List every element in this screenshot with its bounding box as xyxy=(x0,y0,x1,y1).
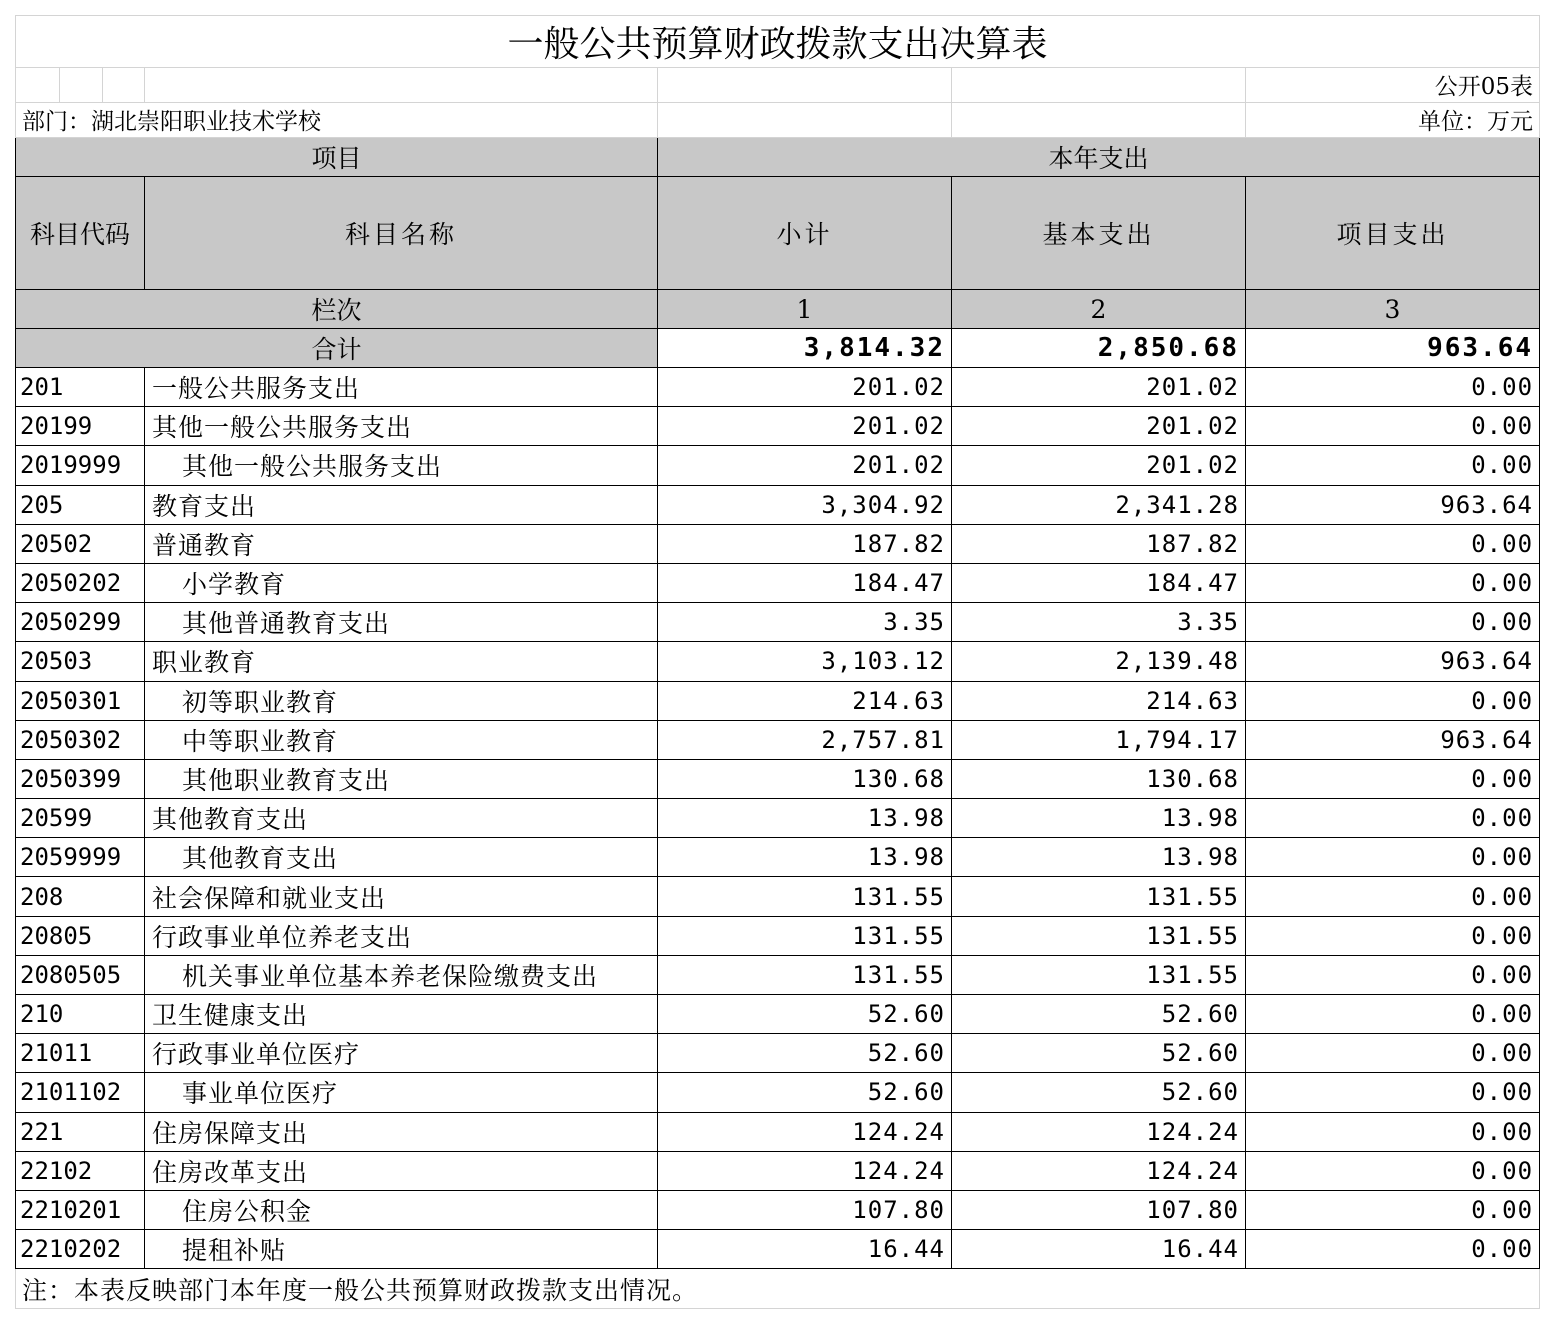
row-code: 2050301 xyxy=(16,681,145,720)
row-code: 20199 xyxy=(16,407,145,446)
row-project: 0.00 xyxy=(1246,446,1540,485)
total-subtotal: 3,814.32 xyxy=(658,329,952,368)
row-basic: 201.02 xyxy=(952,407,1246,446)
row-code: 2101102 xyxy=(16,1073,145,1112)
row-name: 行政事业单位养老支出 xyxy=(145,916,658,955)
row-name: 事业单位医疗 xyxy=(145,1073,658,1112)
row-subtotal: 2,757.81 xyxy=(658,720,952,759)
table-row xyxy=(16,642,1540,681)
row-basic: 1,794.17 xyxy=(952,720,1246,759)
row-project: 963.64 xyxy=(1246,720,1540,759)
table-row xyxy=(16,720,1540,759)
row-subtotal: 124.24 xyxy=(658,1112,952,1151)
row-basic: 13.98 xyxy=(952,838,1246,877)
row-code: 20503 xyxy=(16,642,145,681)
table-row xyxy=(16,1230,1540,1269)
row-name: 机关事业单位基本养老保险缴费支出 xyxy=(145,955,658,994)
row-basic: 3.35 xyxy=(952,603,1246,642)
department-label: 部门：湖北崇阳职业技术学校 xyxy=(16,103,658,138)
budget-table xyxy=(15,15,1540,1309)
row-name: 普通教育 xyxy=(145,524,658,563)
row-project: 0.00 xyxy=(1246,407,1540,446)
table-row xyxy=(16,877,1540,916)
empty-cell xyxy=(952,103,1246,138)
header-project-expense: 项目支出 xyxy=(1246,177,1540,290)
row-project: 0.00 xyxy=(1246,955,1540,994)
empty-cell xyxy=(145,68,658,103)
total-row xyxy=(16,329,1540,368)
empty-cell xyxy=(16,68,60,103)
row-project: 0.00 xyxy=(1246,681,1540,720)
column-number-2: 2 xyxy=(952,290,1246,329)
row-project: 0.00 xyxy=(1246,563,1540,602)
row-project: 0.00 xyxy=(1246,838,1540,877)
row-name: 教育支出 xyxy=(145,485,658,524)
row-code: 208 xyxy=(16,877,145,916)
row-project: 963.64 xyxy=(1246,642,1540,681)
row-name: 一般公共服务支出 xyxy=(145,368,658,407)
empty-cell xyxy=(658,68,952,103)
row-code: 2210201 xyxy=(16,1190,145,1229)
row-basic: 124.24 xyxy=(952,1151,1246,1190)
row-project: 0.00 xyxy=(1246,1034,1540,1073)
table-row xyxy=(16,603,1540,642)
row-name: 住房改革支出 xyxy=(145,1151,658,1190)
row-code: 2080505 xyxy=(16,955,145,994)
empty-cell xyxy=(60,68,103,103)
budget-expenditure-sheet xyxy=(15,15,1539,1309)
table-row xyxy=(16,995,1540,1034)
row-basic: 124.24 xyxy=(952,1112,1246,1151)
table-title: 一般公共预算财政拨款支出决算表 xyxy=(16,16,1540,68)
row-basic: 16.44 xyxy=(952,1230,1246,1269)
header-code: 科目代码 xyxy=(16,177,145,290)
row-basic: 130.68 xyxy=(952,759,1246,798)
total-label: 合计 xyxy=(16,329,658,368)
row-subtotal: 201.02 xyxy=(658,407,952,446)
row-project: 0.00 xyxy=(1246,877,1540,916)
row-project: 0.00 xyxy=(1246,1151,1540,1190)
row-subtotal: 124.24 xyxy=(658,1151,952,1190)
table-row xyxy=(16,799,1540,838)
row-name: 初等职业教育 xyxy=(145,681,658,720)
row-basic: 214.63 xyxy=(952,681,1246,720)
table-row xyxy=(16,446,1540,485)
row-name: 卫生健康支出 xyxy=(145,995,658,1034)
row-subtotal: 131.55 xyxy=(658,916,952,955)
row-basic: 52.60 xyxy=(952,1034,1246,1073)
row-project: 0.00 xyxy=(1246,1230,1540,1269)
row-code: 2050202 xyxy=(16,563,145,602)
table-row xyxy=(16,563,1540,602)
row-project: 0.00 xyxy=(1246,603,1540,642)
row-project: 963.64 xyxy=(1246,485,1540,524)
row-subtotal: 184.47 xyxy=(658,563,952,602)
row-name: 提租补贴 xyxy=(145,1230,658,1269)
table-row xyxy=(16,1112,1540,1151)
row-subtotal: 3,304.92 xyxy=(658,485,952,524)
column-number-3: 3 xyxy=(1246,290,1540,329)
row-code: 201 xyxy=(16,368,145,407)
table-number: 公开05表 xyxy=(1246,68,1540,103)
row-project: 0.00 xyxy=(1246,368,1540,407)
row-subtotal: 131.55 xyxy=(658,877,952,916)
table-row xyxy=(16,1073,1540,1112)
empty-cell xyxy=(952,68,1246,103)
table-row xyxy=(16,524,1540,563)
row-code: 205 xyxy=(16,485,145,524)
row-name: 其他普通教育支出 xyxy=(145,603,658,642)
row-basic: 131.55 xyxy=(952,877,1246,916)
row-project: 0.00 xyxy=(1246,1112,1540,1151)
row-basic: 131.55 xyxy=(952,955,1246,994)
empty-cell xyxy=(103,68,145,103)
row-basic: 13.98 xyxy=(952,799,1246,838)
table-row xyxy=(16,1151,1540,1190)
row-project: 0.00 xyxy=(1246,759,1540,798)
table-row xyxy=(16,916,1540,955)
row-code: 2059999 xyxy=(16,838,145,877)
empty-cell xyxy=(658,103,952,138)
row-name: 其他一般公共服务支出 xyxy=(145,446,658,485)
header-basic: 基本支出 xyxy=(952,177,1246,290)
row-basic: 201.02 xyxy=(952,368,1246,407)
row-subtotal: 13.98 xyxy=(658,799,952,838)
row-name: 其他职业教育支出 xyxy=(145,759,658,798)
row-basic: 52.60 xyxy=(952,1073,1246,1112)
table-row xyxy=(16,485,1540,524)
row-code: 2050399 xyxy=(16,759,145,798)
table-row xyxy=(16,1034,1540,1073)
table-row xyxy=(16,681,1540,720)
row-project: 0.00 xyxy=(1246,916,1540,955)
row-subtotal: 214.63 xyxy=(658,681,952,720)
table-row xyxy=(16,1190,1540,1229)
row-subtotal: 131.55 xyxy=(658,955,952,994)
row-subtotal: 52.60 xyxy=(658,1034,952,1073)
row-code: 20502 xyxy=(16,524,145,563)
row-basic: 201.02 xyxy=(952,446,1246,485)
row-basic: 187.82 xyxy=(952,524,1246,563)
row-project: 0.00 xyxy=(1246,1190,1540,1229)
row-subtotal: 3.35 xyxy=(658,603,952,642)
row-name: 住房保障支出 xyxy=(145,1112,658,1151)
header-project: 项目 xyxy=(16,138,658,177)
row-code: 22102 xyxy=(16,1151,145,1190)
column-number-1: 1 xyxy=(658,290,952,329)
row-subtotal: 201.02 xyxy=(658,446,952,485)
row-subtotal: 52.60 xyxy=(658,1073,952,1112)
header-subtotal: 小计 xyxy=(658,177,952,290)
row-basic: 107.80 xyxy=(952,1190,1246,1229)
row-name: 行政事业单位医疗 xyxy=(145,1034,658,1073)
row-subtotal: 52.60 xyxy=(658,995,952,1034)
row-project: 0.00 xyxy=(1246,799,1540,838)
header-column-no: 栏次 xyxy=(16,290,658,329)
row-name: 住房公积金 xyxy=(145,1190,658,1229)
header-current-year: 本年支出 xyxy=(658,138,1540,177)
row-code: 2050299 xyxy=(16,603,145,642)
row-project: 0.00 xyxy=(1246,524,1540,563)
row-name: 中等职业教育 xyxy=(145,720,658,759)
row-subtotal: 187.82 xyxy=(658,524,952,563)
row-project: 0.00 xyxy=(1246,1073,1540,1112)
row-name: 其他教育支出 xyxy=(145,799,658,838)
row-subtotal: 13.98 xyxy=(658,838,952,877)
row-name: 其他一般公共服务支出 xyxy=(145,407,658,446)
row-name: 其他教育支出 xyxy=(145,838,658,877)
table-row xyxy=(16,407,1540,446)
row-basic: 2,139.48 xyxy=(952,642,1246,681)
row-subtotal: 16.44 xyxy=(658,1230,952,1269)
row-code: 221 xyxy=(16,1112,145,1151)
table-row xyxy=(16,368,1540,407)
row-code: 20599 xyxy=(16,799,145,838)
table-row xyxy=(16,955,1540,994)
row-code: 21011 xyxy=(16,1034,145,1073)
row-code: 2019999 xyxy=(16,446,145,485)
table-row xyxy=(16,759,1540,798)
footnote: 注：本表反映部门本年度一般公共预算财政拨款支出情况。 xyxy=(16,1269,1540,1309)
row-basic: 2,341.28 xyxy=(952,485,1246,524)
row-subtotal: 107.80 xyxy=(658,1190,952,1229)
row-name: 社会保障和就业支出 xyxy=(145,877,658,916)
table-row xyxy=(16,838,1540,877)
row-subtotal: 201.02 xyxy=(658,368,952,407)
row-basic: 184.47 xyxy=(952,563,1246,602)
row-code: 2050302 xyxy=(16,720,145,759)
row-subtotal: 3,103.12 xyxy=(658,642,952,681)
row-basic: 131.55 xyxy=(952,916,1246,955)
total-basic: 2,850.68 xyxy=(952,329,1246,368)
row-code: 2210202 xyxy=(16,1230,145,1269)
row-project: 0.00 xyxy=(1246,995,1540,1034)
row-subtotal: 130.68 xyxy=(658,759,952,798)
row-name: 小学教育 xyxy=(145,563,658,602)
total-project: 963.64 xyxy=(1246,329,1540,368)
row-code: 20805 xyxy=(16,916,145,955)
row-code: 210 xyxy=(16,995,145,1034)
unit-label: 单位：万元 xyxy=(1246,103,1540,138)
row-basic: 52.60 xyxy=(952,995,1246,1034)
row-name: 职业教育 xyxy=(145,642,658,681)
header-name: 科目名称 xyxy=(145,177,658,290)
